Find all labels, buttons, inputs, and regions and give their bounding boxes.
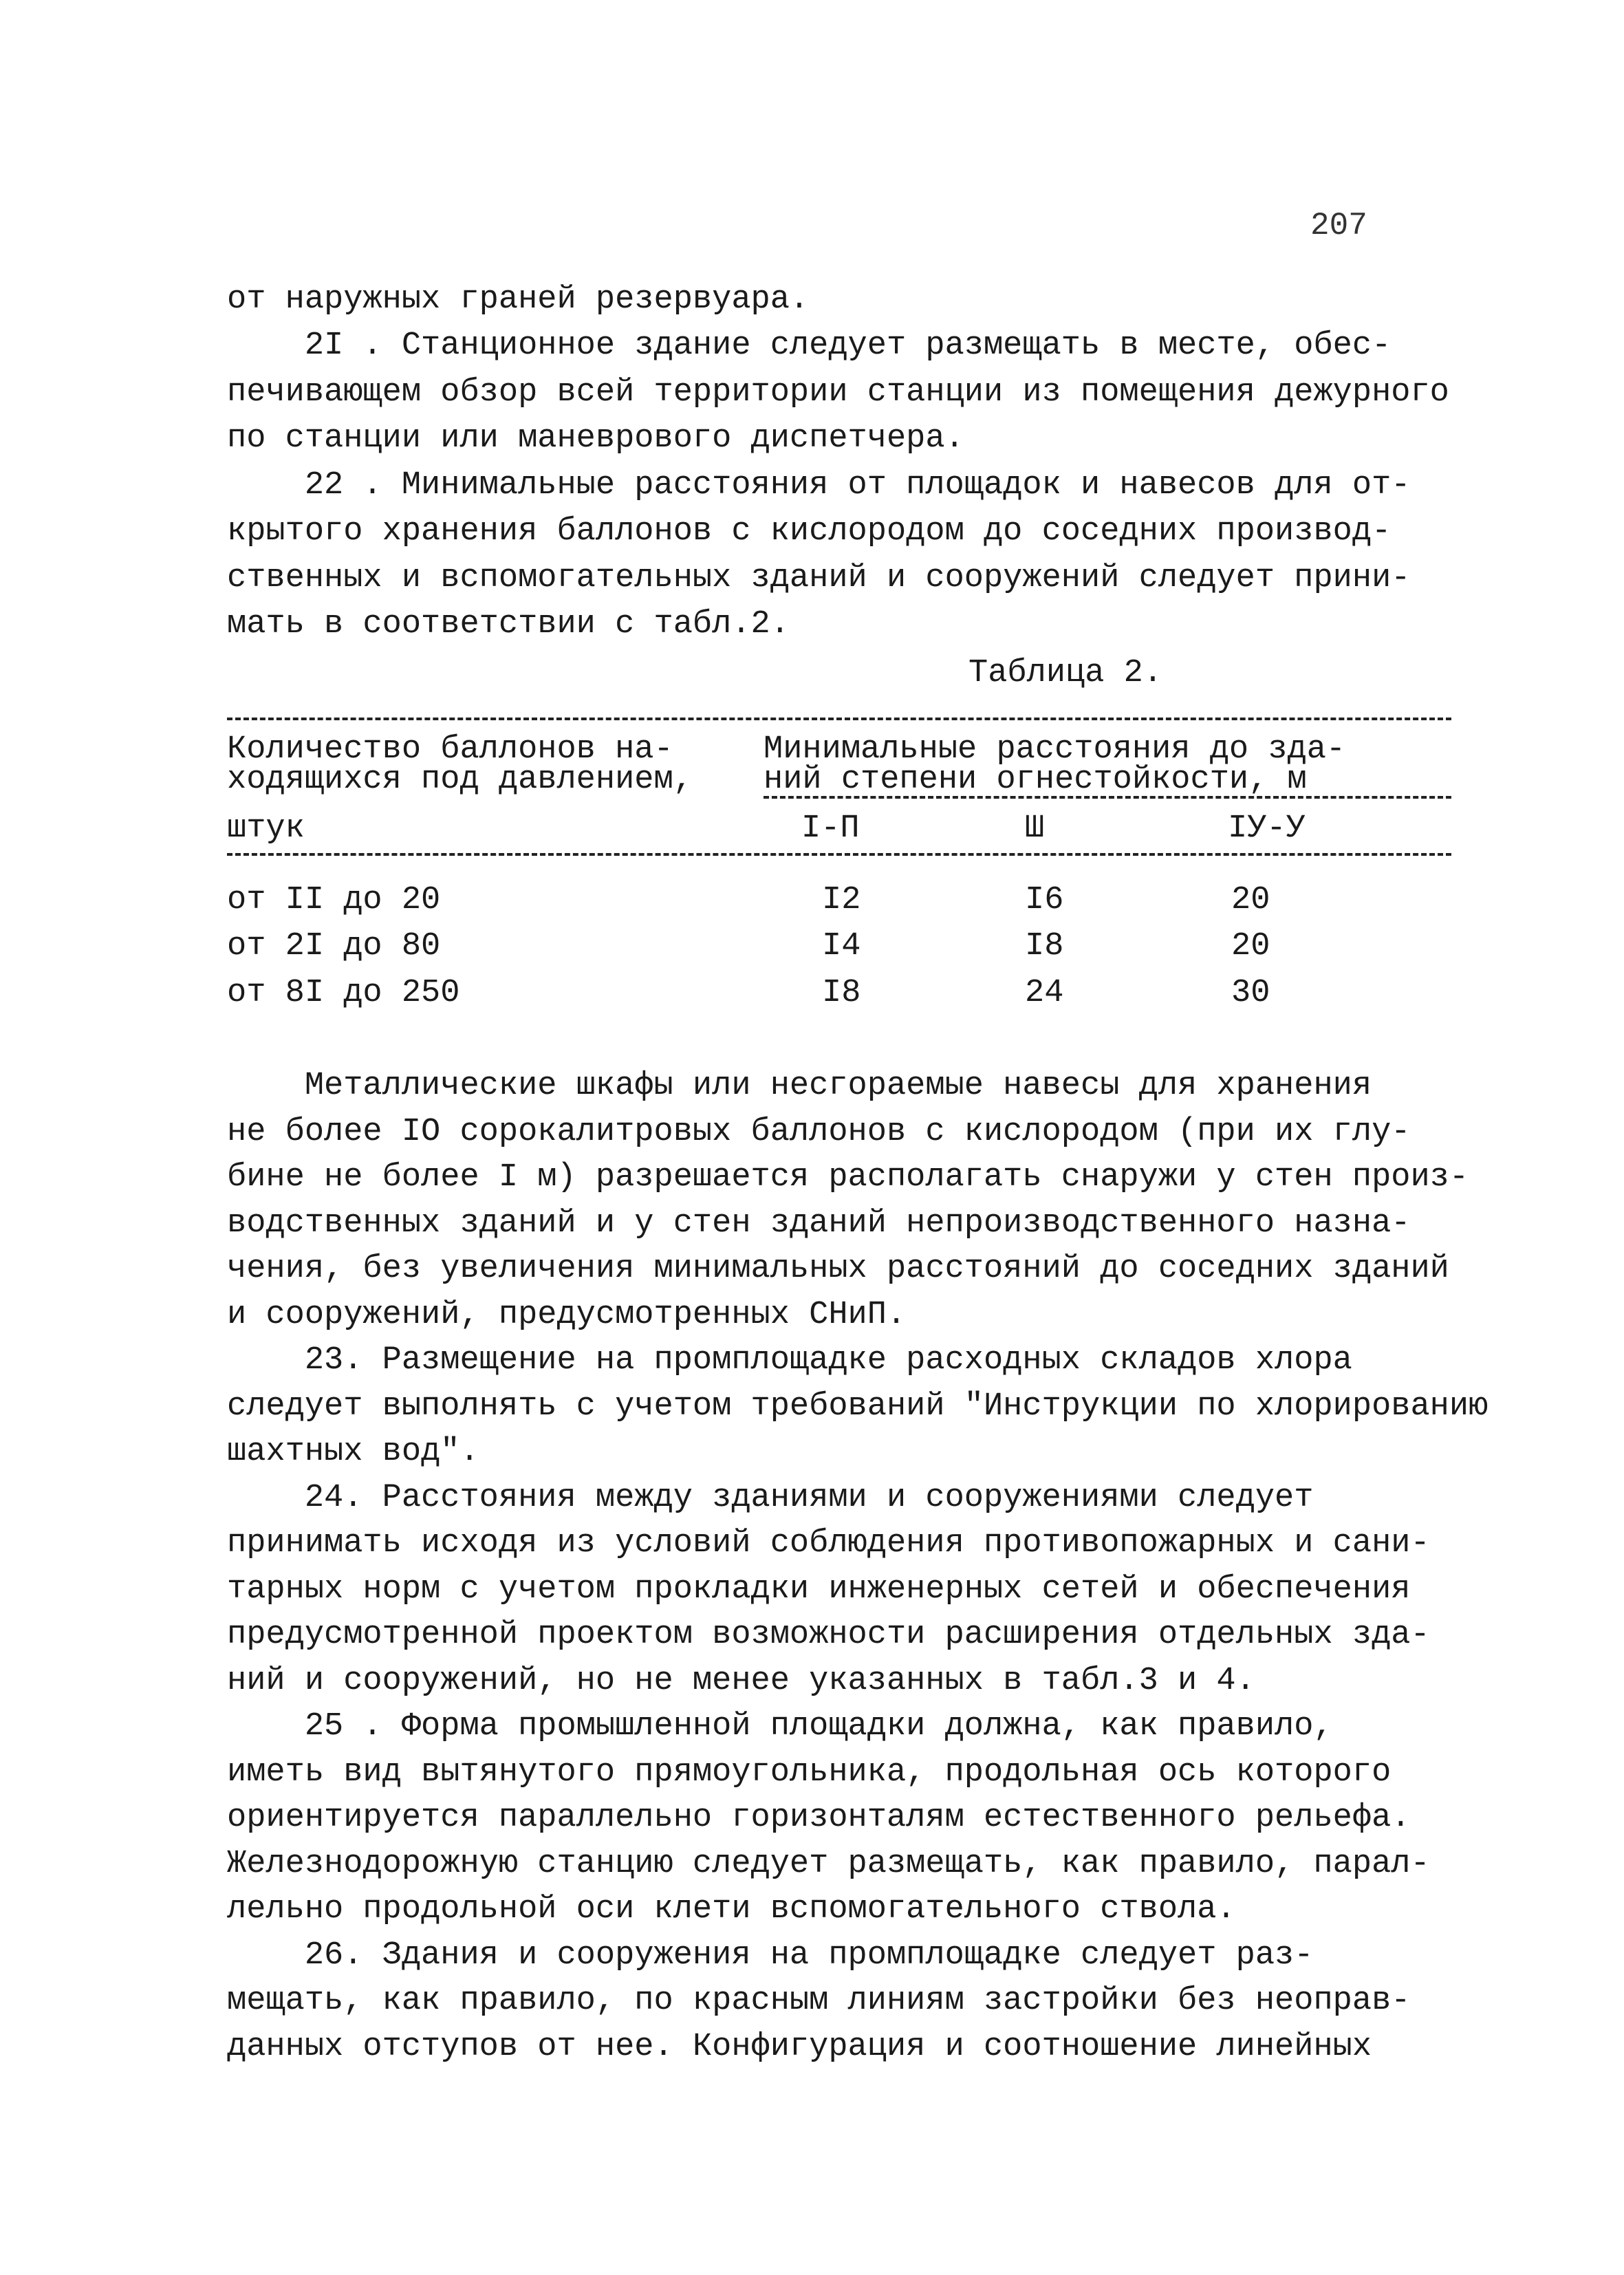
text-line: Металлические шкафы или несгораемые навесы для хранения [227, 1068, 1372, 1104]
text-line: лельно продольной оси клети вспомогательного ствола. [227, 1891, 1236, 1928]
table-header-left: ходящихся под давлением, [227, 762, 693, 798]
text-line: предусмотренной проектом возможности расширения отдельных зда- [227, 1617, 1430, 1653]
text-line: тарных норм с учетом прокладки инженерных сетей и обеспечения [227, 1571, 1411, 1608]
text-line: 22 . Минимальные расстояния от площадок и навесов для от- [227, 467, 1411, 504]
table-header-right: ний степени огнестойкости, м [764, 762, 1307, 798]
text-line: бине не более I м) разрешается располагать снаружи у стен произ- [227, 1159, 1469, 1196]
text-line: и сооружений, предусмотренных СНиП. [227, 1297, 907, 1333]
table-cell: I6 [1025, 882, 1064, 918]
text-line: ственных и вспомогательных зданий и сооружений следует прини- [227, 560, 1411, 596]
text-line: печивающем обзор всей территории станции из помещения дежурного [227, 374, 1449, 411]
table-cell: I8 [822, 975, 861, 1011]
table-cell: I8 [1025, 928, 1064, 964]
text-line: водственных зданий и у стен зданий непроизводственного назна- [227, 1205, 1411, 1242]
text-line: принимать исходя из условий соблюдения противопожарных и сани- [227, 1525, 1430, 1562]
table-header-right: Минимальные расстояния до зда- [764, 731, 1346, 768]
table-cell: 20 [1231, 928, 1270, 964]
text-line: 26. Здания и сооружения на промплощадке следует раз- [227, 1937, 1314, 1974]
column-header: IУ-У [1228, 810, 1306, 847]
table-cell: I2 [822, 882, 861, 918]
row-label: от 2I до 80 [227, 928, 441, 964]
text-line: 25 . Форма промышленной площадки должна, как правило, [227, 1708, 1333, 1745]
text-line: крытого хранения баллонов с кислородом до соседних производ- [227, 513, 1392, 550]
text-line: ний и сооружений, но не менее указанных в табл.3 и 4. [227, 1663, 1255, 1699]
table-rule-top [227, 718, 1451, 720]
table-cell: 20 [1231, 882, 1270, 918]
table-rule-sub [764, 796, 1451, 799]
table-rule-header [227, 853, 1451, 856]
text-line: по станции или маневрового диспетчера. [227, 420, 964, 457]
text-line: иметь вид вытянутого прямоугольника, продольная ось которого [227, 1754, 1392, 1791]
table-header-left: Количество баллонов на- [227, 731, 673, 768]
text-line: мещать, как правило, по красным линиям застройки без неоправ- [227, 1983, 1411, 2019]
text-line: мать в соответствии с табл.2. [227, 606, 790, 643]
row-label: от II до 20 [227, 882, 441, 918]
column-header: Ш [1025, 810, 1045, 847]
table-caption: Таблица 2. [968, 655, 1163, 691]
table-header-left: штук [227, 810, 305, 847]
text-line: шахтных вод". [227, 1434, 479, 1470]
text-line: от наружных граней резервуара. [227, 281, 810, 318]
table-cell: I4 [822, 928, 861, 964]
text-line: чения, без увеличения минимальных расстояний до соседних зданий [227, 1251, 1449, 1287]
text-line: следует выполнять с учетом требований "Инструкции по хлорированию [227, 1388, 1488, 1425]
text-line: ориентируется параллельно горизонталям естественного рельефа. [227, 1800, 1411, 1836]
text-line: 24. Расстояния между зданиями и сооружениями следует [227, 1480, 1314, 1516]
column-header: I-П [801, 810, 860, 847]
text-line: 2I . Станционное здание следует размещать в месте, обес- [227, 327, 1392, 364]
table-cell: 30 [1231, 975, 1270, 1011]
text-line: данных отступов от нее. Конфигурация и соотношение линейных [227, 2029, 1372, 2065]
text-line: Железнодорожную станцию следует размещать, как правило, парал- [227, 1846, 1430, 1882]
page-number: 207 [1310, 208, 1367, 244]
row-label: от 8I до 250 [227, 975, 460, 1011]
text-line: не более IO сорокалитровых баллонов с кислородом (при их глу- [227, 1114, 1411, 1150]
table-cell: 24 [1025, 975, 1064, 1011]
text-line: 23. Размещение на промплощадке расходных складов хлора [227, 1342, 1352, 1379]
